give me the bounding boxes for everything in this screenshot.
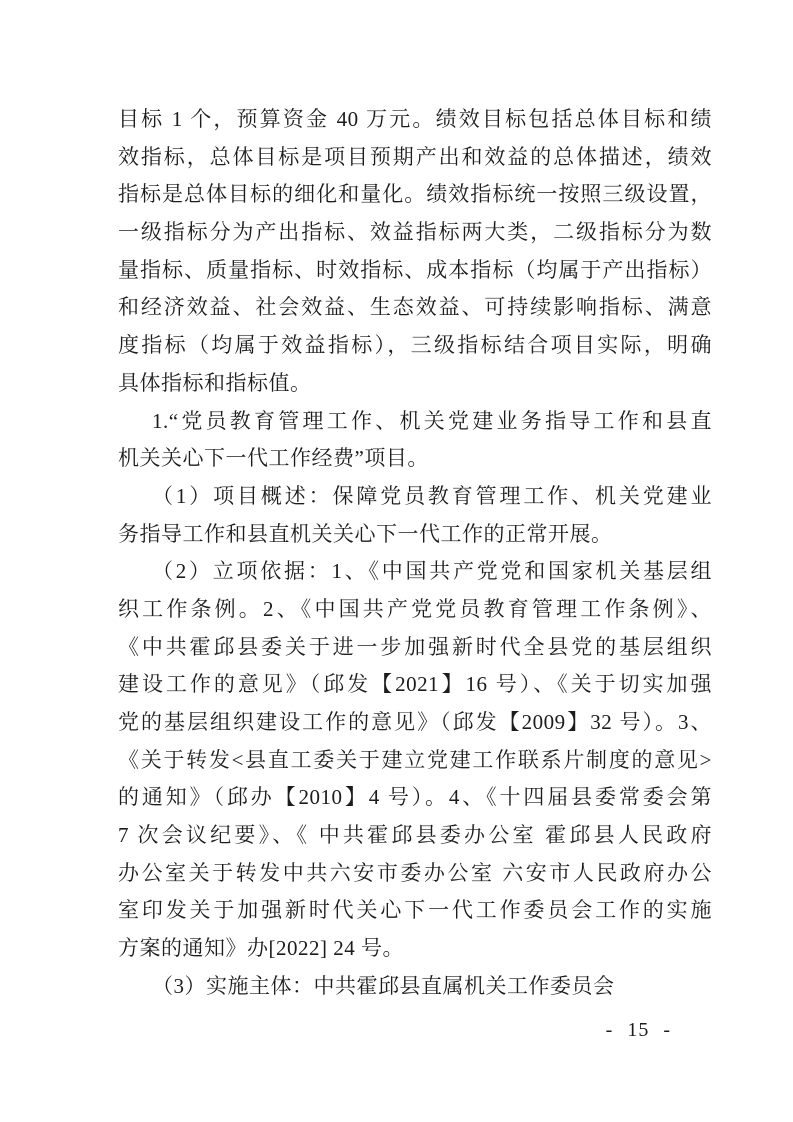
document-text-block (118, 101, 712, 1006)
document-line: 量指标、质量指标、时效指标、成本指标（均属于产出指标） (118, 257, 712, 282)
document-line: （1）项目概述：保障党员教育管理工作、机关党建业 (152, 483, 712, 508)
document-line: 效指标，总体目标是项目预期产出和效益的总体描述，绩效 (118, 144, 712, 169)
document-line: 目标 1 个，预算资金 40 万元。绩效目标包括总体目标和绩 (118, 107, 712, 131)
document-line: 指标是总体目标的细化和量化。绩效指标统一按照三级设置， (118, 182, 712, 207)
document-line: 7 次会议纪要》、《 中共霍邱县委办公室 霍邱县人民政府 (118, 823, 712, 848)
document-line: （3）实施主体：中共霍邱县直属机关工作委员会 (152, 973, 615, 998)
document-line: 《关于转发<县直工委关于建立党建工作联系片制度的意见> (118, 747, 712, 772)
document-line: 《中共霍邱县委关于进一步加强新时代全县党的基层组织 (118, 634, 712, 659)
document-line: 建设工作的意见》（邱发【2021】16 号）、《关于切实加强 (118, 672, 712, 697)
document-line: （2）立项依据：1、《中国共产党党和国家机关基层组 (152, 559, 712, 584)
document-line: 方案的通知》办[2022] 24 号。 (118, 936, 404, 961)
document-line: 机关关心下一代工作经费”项目。 (118, 446, 429, 471)
document-line: 务指导工作和县直机关关心下一代工作的正常开展。 (118, 521, 613, 546)
page-number: - 15 - (605, 1019, 671, 1041)
document-line: 和经济效益、社会效益、生态效益、可持续影响指标、满意 (118, 295, 712, 320)
document-line: 的通知》（邱办【2010】4 号）。4、《十四届县委常委会第 (118, 785, 712, 810)
document-line: 室印发关于加强新时代关心下一代工作委员会工作的实施 (118, 898, 712, 923)
document-line: 具体指标和指标值。 (118, 370, 312, 395)
document-line: 度指标（均属于效益指标），三级指标结合项目实际，明确 (118, 333, 712, 358)
document-line: 1.“党员教育管理工作、机关党建业务指导工作和县直 (152, 408, 712, 433)
document-line: 办公室关于转发中共六安市委办公室 六安市人民政府办公 (118, 860, 712, 885)
document-line: 一级指标分为产出指标、效益指标两大类，二级指标分为数 (118, 220, 712, 245)
document-line: 织工作条例。2、《中国共产党党员教育管理工作条例》、 (118, 596, 712, 621)
document-line: 党的基层组织建设工作的意见》（邱发【2009】32 号）。3、 (118, 710, 712, 734)
